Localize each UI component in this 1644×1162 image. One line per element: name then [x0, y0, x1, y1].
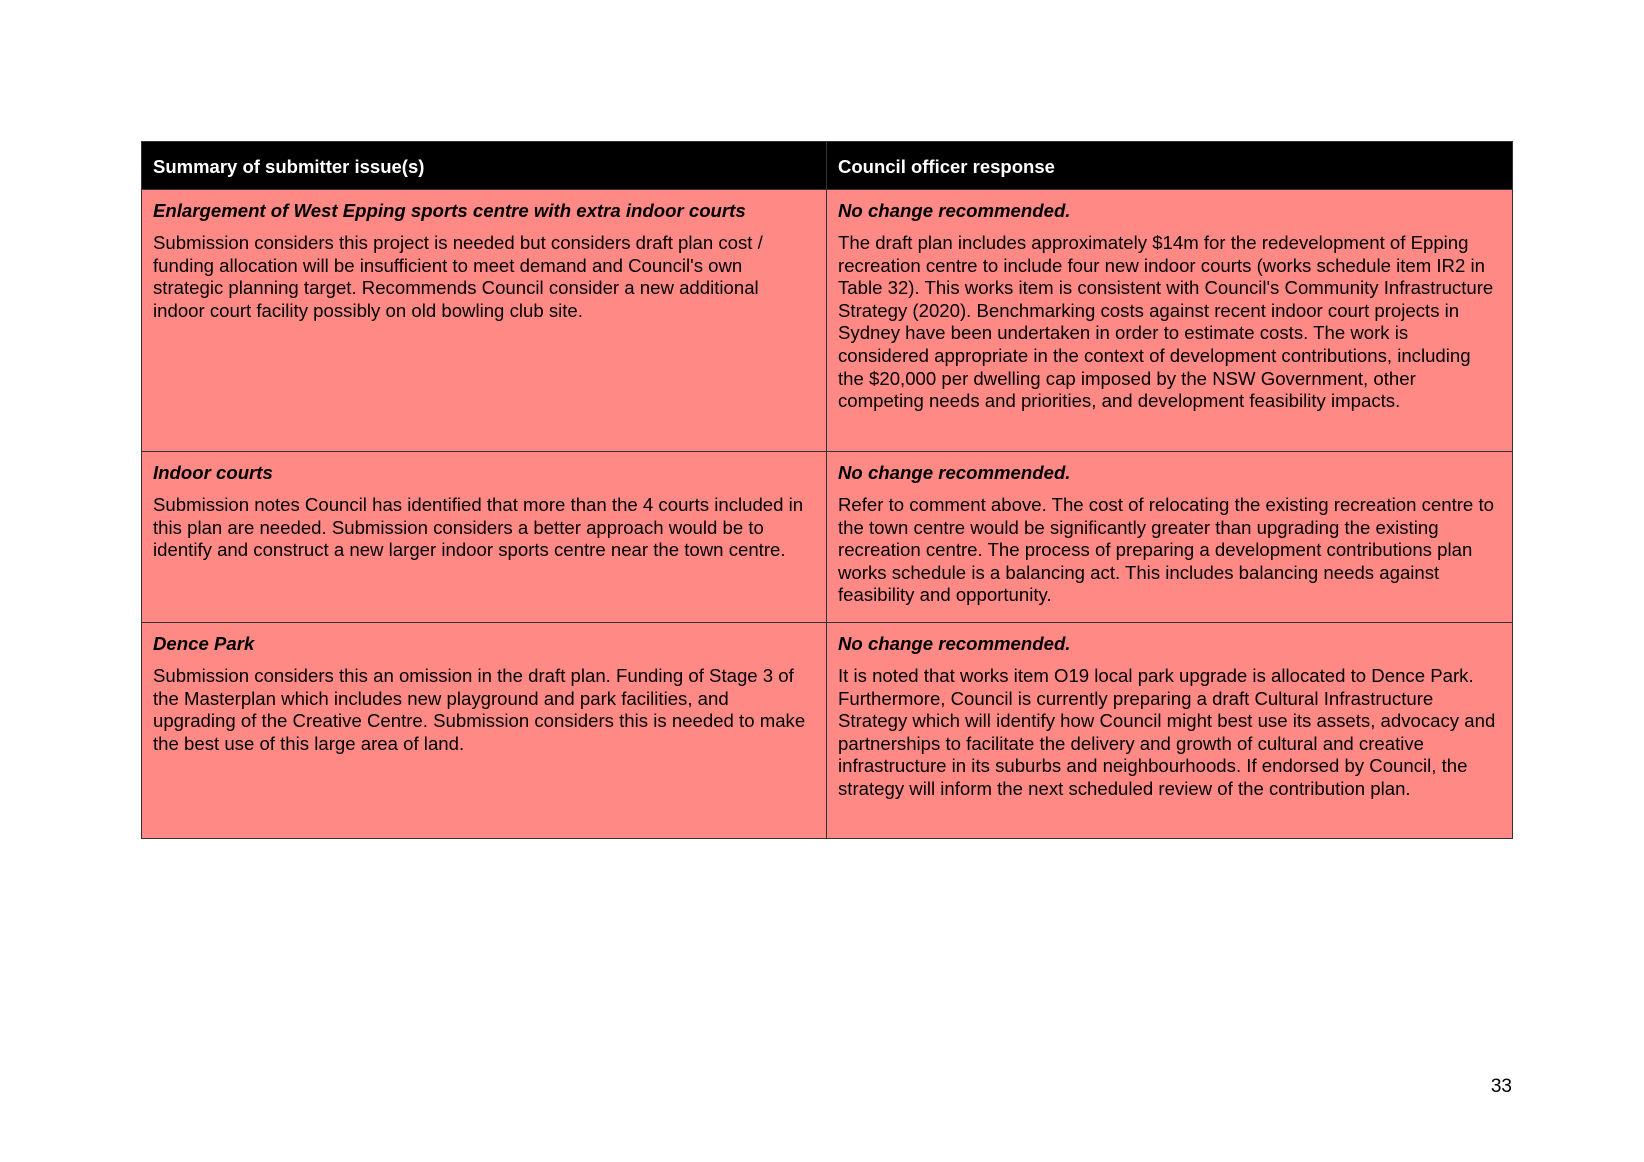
submissions-table	[141, 141, 1513, 839]
table-row	[142, 623, 1513, 839]
response-cell	[827, 623, 1513, 839]
issue-text: Submission considers this an omission in the draft plan. Funding of Stage 3 of the Masterplan which includes new playground and park facilities, and upgrading of the Creative Centre. Submission considers this is needed to make the best use of this large area of land.	[153, 665, 806, 754]
issue-cell	[142, 452, 827, 623]
table-header-row	[142, 142, 1513, 190]
header-submitter-issue: Summary of submitter issue(s)	[142, 142, 827, 190]
page-number: 33	[1490, 1076, 1512, 1097]
response-text: Refer to comment above. The cost of relocating the existing recreation centre to the town centre would be significantly greater than upgrading the existing recreation centre. The process of preparing a development contributions plan works schedule is a balancing act. This includes balancing needs against feasibility and opportunity.	[838, 494, 1494, 606]
response-title: No change recommended.	[838, 200, 1071, 221]
issue-title: Dence Park	[153, 633, 255, 654]
response-title: No change recommended.	[838, 633, 1071, 654]
issue-text: Submission notes Council has identified that more than the 4 courts included in this plan are needed. Submission considers a better approach would be to identify and construct a new larger indoor sports centre near the town centre.	[153, 494, 804, 561]
header-council-response: Council officer response	[827, 142, 1513, 190]
response-cell	[827, 190, 1513, 452]
response-text: It is noted that works item O19 local park upgrade is allocated to Dence Park. Furthermore, Council is currently preparing a draft Cultural Infrastructure Strategy which will identify how Council might best use its assets, advocacy and partnerships to facilitate the delivery and growth of cultural and creative infrastructure in its suburbs and neighbourhoods. If endorsed by Council, the strategy will inform the next scheduled review of the contribution plan.	[838, 665, 1496, 799]
issue-cell	[142, 190, 827, 452]
response-title: No change recommended.	[838, 462, 1071, 483]
issue-title: Indoor courts	[153, 462, 273, 483]
response-cell	[827, 452, 1513, 623]
issue-title: Enlargement of West Epping sports centre with extra indoor courts	[153, 200, 746, 221]
issue-text: Submission considers this project is needed but considers draft plan cost / funding allocation will be insufficient to meet demand and Council's own strategic planning target. Recommends Council consider a new additional indoor court facility possibly on old bowling club site.	[153, 232, 763, 321]
issue-cell	[142, 623, 827, 839]
response-text: The draft plan includes approximately $14m for the redevelopment of Epping recreation centre to include four new indoor courts (works schedule item IR2 in Table 32). This works item is consistent with Council's Community Infrastructure Strategy (2020). Benchmarking costs against recent indoor court projects in Sydney have been undertaken in order to estimate costs. The work is considered appropriate in the context of development contributions, including the $20,000 per dwelling cap imposed by the NSW Government, other competing needs and priorities, and development feasibility impacts.	[838, 232, 1494, 412]
table-row	[142, 190, 1513, 452]
table-row	[142, 452, 1513, 623]
